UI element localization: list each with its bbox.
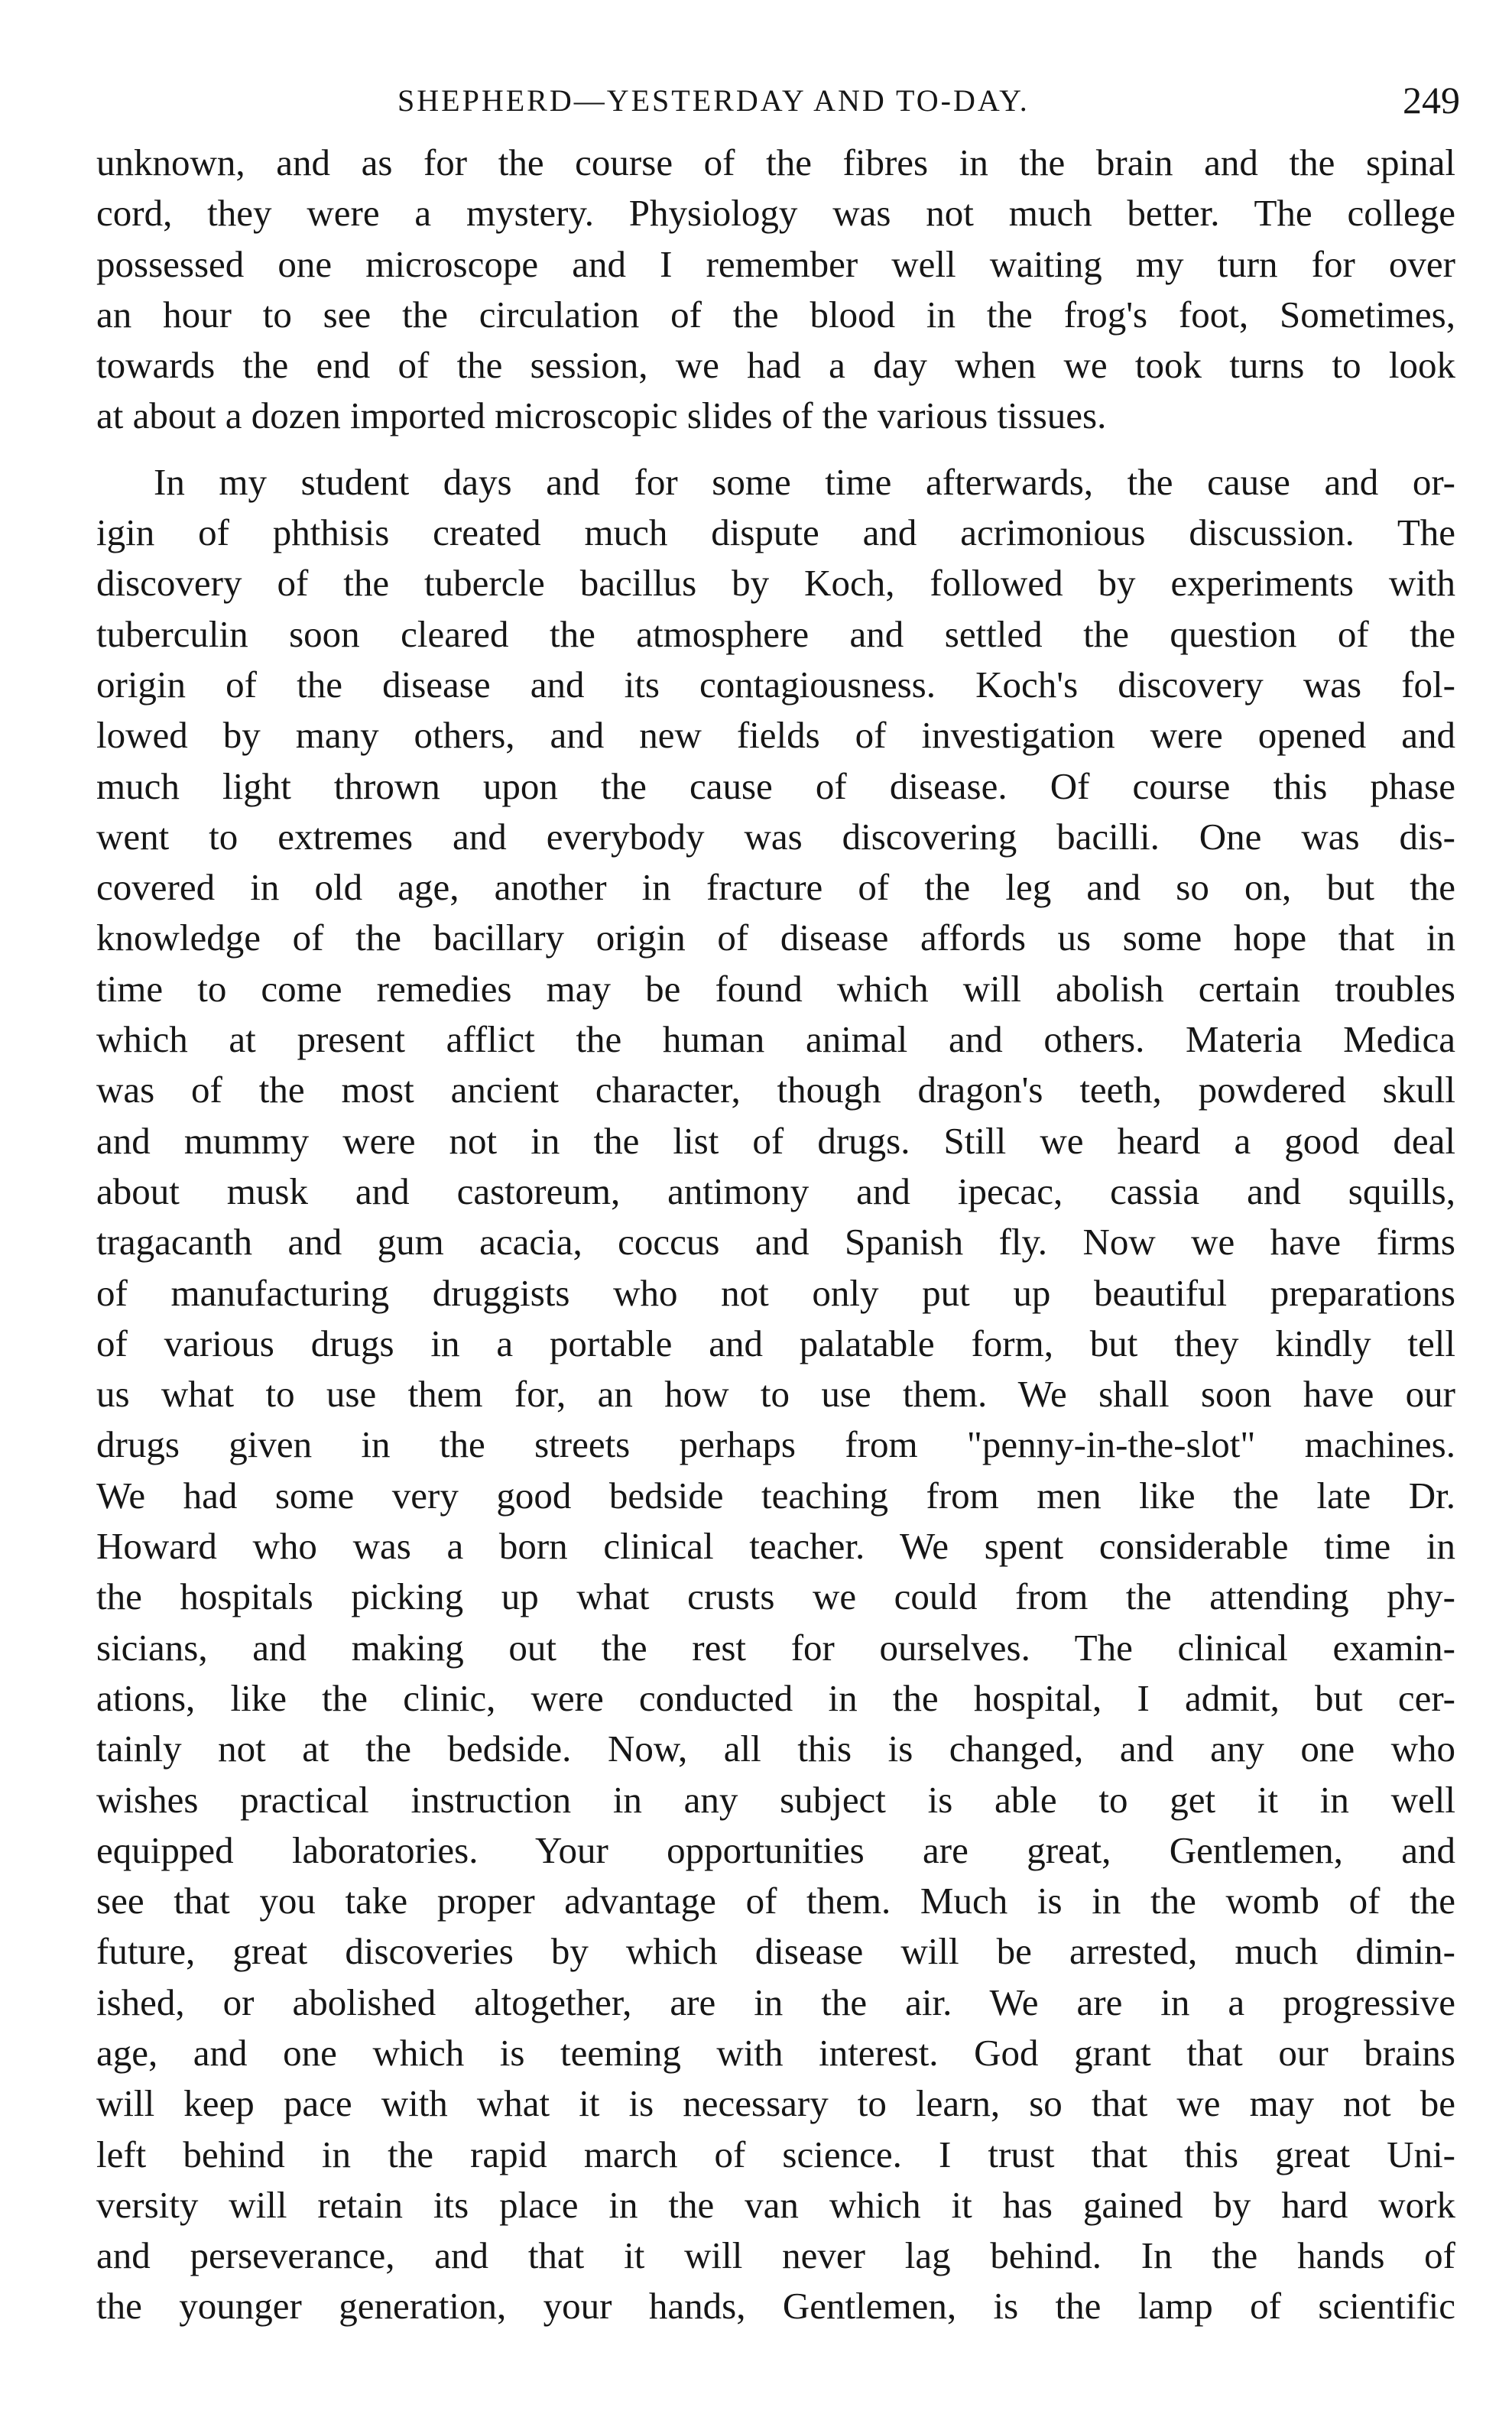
text-line: possessed one microscope and I remember well waiting my turn for over — [96, 242, 1455, 285]
text-line: discovery of the tubercle bacillus by Koch, followed by experiments with — [96, 562, 1455, 605]
text-line: ished, or abolished altogether, are in the air. We are in a progressive — [96, 1981, 1455, 2023]
text-line: origin of the disease and its contagiousness. Koch's discovery was fol- — [96, 663, 1455, 706]
page-number: 249 — [1403, 79, 1460, 122]
text-line: which at present afflict the human animal and others. Materia Medica — [96, 1018, 1455, 1061]
text-line: age, and one which is teeming with interest. God grant that our brains — [96, 2031, 1455, 2074]
text-line: about musk and castoreum, antimony and ipecac, cassia and squills, — [96, 1170, 1455, 1212]
text-line: see that you take proper advantage of them. Much is in the womb of the — [96, 1880, 1455, 1922]
text-line: will keep pace with what it is necessary to learn, so that we may not be — [96, 2082, 1455, 2125]
text-line: an hour to see the circulation of the blood in the frog's foot, Sometimes, — [96, 293, 1455, 336]
text-line: us what to use them for, an how to use them. We shall soon have our — [96, 1373, 1455, 1416]
text-line: lowed by many others, and new fields of investigation were opened and — [96, 714, 1455, 757]
text-line: and mummy were not in the list of drugs. Still we heard a good deal — [96, 1119, 1455, 1162]
text-line: towards the end of the session, we had a day when we took turns to look — [96, 344, 1455, 387]
running-head — [92, 79, 1460, 136]
paragraph — [96, 138, 1455, 442]
text-line: the hospitals picking up what crusts we could from the attending phy- — [96, 1575, 1455, 1618]
text-line: In my student days and for some time afterwards, the cause and or- — [154, 460, 1455, 503]
text-line: sicians, and making out the rest for ourselves. The clinical examin- — [96, 1626, 1455, 1669]
text-line: future, great discoveries by which disease will be arrested, much dimin- — [96, 1930, 1455, 1973]
text-line: equipped laboratories. Your opportunities are great, Gentlemen, and — [96, 1828, 1455, 1871]
text-line: tuberculin soon cleared the atmosphere and settled the question of the — [96, 612, 1455, 655]
text-line: cord, they were a mystery. Physiology was not much better. The college — [96, 192, 1455, 235]
text-line: covered in old age, another in fracture of the leg and so on, but the — [96, 866, 1455, 909]
text-line: much light thrown upon the cause of disease. Of course this phase — [96, 764, 1455, 807]
running-title: SHEPHERD—YESTERDAY AND TO-DAY. — [397, 83, 1030, 118]
text-line: time to come remedies may be found which will abolish certain troubles — [96, 967, 1455, 1010]
text-line: left behind in the rapid march of science. I trust that this great Uni- — [96, 2133, 1455, 2175]
text-line: wishes practical instruction in any subject is able to get it in well — [96, 1778, 1455, 1821]
body-text — [96, 138, 1455, 2332]
text-line: ations, like the clinic, were conducted in the hospital, I admit, but cer- — [96, 1676, 1455, 1719]
text-line: drugs given in the streets perhaps from "penny-in-the-slot" machines. — [96, 1423, 1455, 1466]
text-line: versity will retain its place in the van which it has gained by hard work — [96, 2183, 1455, 2226]
text-line: knowledge of the bacillary origin of disease affords us some hope that in — [96, 917, 1455, 959]
text-line: was of the most ancient character, though dragon's teeth, powdered skull — [96, 1069, 1455, 1111]
text-line: the younger generation, your hands, Gentlemen, is the lamp of scientific — [96, 2285, 1455, 2328]
text-line: of various drugs in a portable and palatable form, but they kindly tell — [96, 1322, 1455, 1364]
text-line: tragacanth and gum acacia, coccus and Spanish fly. Now we have firms — [96, 1221, 1455, 1264]
text-line: of manufacturing druggists who not only put up beautiful preparations — [96, 1271, 1455, 1314]
paragraph — [96, 457, 1455, 2332]
text-line: igin of phthisis created much dispute and acrimonious discussion. The — [96, 511, 1455, 554]
paragraph-gap — [96, 442, 1455, 457]
text-line: Howard who was a born clinical teacher. We spent considerable time in — [96, 1525, 1455, 1568]
text-line: at about a dozen imported microscopic slides of the various tissues. — [96, 394, 1107, 437]
text-line: unknown, and as for the course of the fibres in the brain and the spinal — [96, 141, 1455, 183]
text-line: and perseverance, and that it will never lag behind. In the hands of — [96, 2234, 1455, 2277]
text-line: tainly not at the bedside. Now, all this is changed, and any one who — [96, 1728, 1455, 1770]
text-line: We had some very good bedside teaching from men like the late Dr. — [96, 1474, 1455, 1517]
text-line: went to extremes and everybody was discovering bacilli. One was dis- — [96, 815, 1455, 858]
